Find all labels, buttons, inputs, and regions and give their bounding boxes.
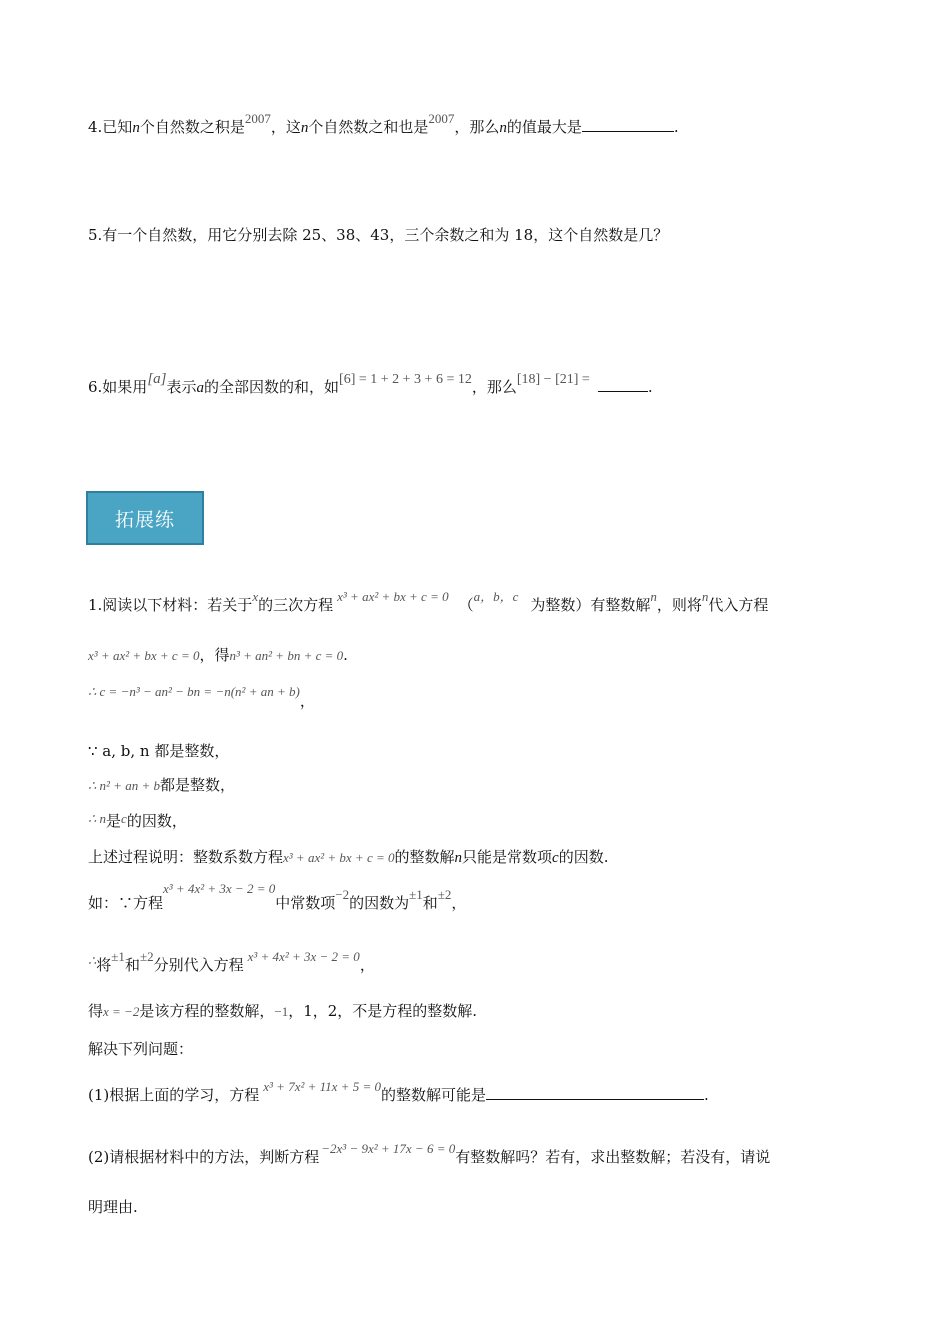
m8-text-4: 和: [422, 894, 438, 912]
material-line-7: [88, 846, 608, 869]
m7-text-4: 的因数.: [558, 848, 609, 866]
p4-answer-blank[interactable]: [582, 117, 674, 132]
question-1: [88, 1079, 709, 1107]
m2-equation-2: n³ + an² + bn + c = 0: [229, 648, 344, 663]
p4-text-3: ，这: [270, 118, 301, 136]
m8-equation: x³ + 4x² + 3x − 2 = 0: [163, 881, 276, 896]
m9-text-2: 和: [124, 956, 140, 974]
q1-text-2: 的整数解可能是: [380, 1086, 486, 1104]
m9-end: ，: [359, 956, 375, 974]
material-line-8: [88, 881, 467, 915]
m9-therefore: ∴: [88, 953, 97, 968]
q1-equation: x³ + 7x² + 11x + 5 = 0: [263, 1079, 381, 1094]
m1-vars-abc: a，b，c: [473, 589, 519, 604]
p4-text-6: 的值最大是: [506, 118, 582, 136]
m10-text-1: 得: [88, 1002, 104, 1020]
m7-text-2: 的整数解: [394, 848, 455, 866]
q1-answer-blank[interactable]: [486, 1085, 704, 1100]
m7-text-3: 只能是常数项: [462, 848, 553, 866]
m7-var-c: c: [552, 850, 559, 866]
m11-text: 解决下列问题：: [88, 1040, 194, 1058]
section-header-extension-practice: [86, 491, 204, 545]
q1-end: .: [704, 1086, 709, 1104]
material-line-3: [88, 680, 315, 710]
material-line-4: [88, 740, 229, 762]
m9-factor-b: ±2: [139, 949, 154, 964]
p4-value-2: 2007: [428, 111, 455, 126]
question-2: [88, 1141, 771, 1169]
p4-text-5: ，那么: [454, 118, 500, 136]
material-line-1: [88, 589, 769, 617]
p4-var-n-3: n: [499, 120, 507, 136]
m10-text-2: 是该方程的整数解，: [139, 1002, 275, 1020]
q2-text-3: 明理由.: [88, 1198, 138, 1216]
p6-text-1: 6.如果用: [88, 378, 148, 396]
m5-text: 都是整数，: [159, 776, 235, 794]
material-line-11: [88, 1038, 193, 1060]
m6-text-2: 的因数，: [126, 812, 187, 830]
material-line-6: [88, 810, 187, 833]
problem-5: [88, 224, 668, 246]
q2-text-1: (2)请根据材料中的方法，判断方程: [88, 1148, 320, 1166]
m6-var-c: c: [121, 811, 127, 826]
p5-text: 5.有一个自然数，用它分别去除 25、38、43，三个余数之和为 18，这个自然数是几？: [88, 226, 669, 244]
m2-text-1: ，得: [199, 646, 230, 664]
m2-equation-1: x³ + ax² + bx + c = 0: [88, 648, 200, 663]
question-2-continued: [88, 1196, 138, 1218]
problem-4: [88, 111, 679, 139]
q2-equation: −2x³ − 9x² + 17x − 6 = 0: [321, 1141, 456, 1156]
m9-equation: x³ + 4x² + 3x − 2 = 0: [247, 949, 360, 964]
p6-text-2: 表示: [166, 378, 197, 396]
p6-formula-bracket-a: [a]: [147, 371, 167, 387]
p4-var-n: n: [132, 120, 140, 136]
p6-text-3: 的全部因数的和，如: [204, 378, 340, 396]
p6-end: .: [647, 378, 653, 396]
p4-var-n-2: n: [300, 120, 309, 136]
section-title: 拓展练: [114, 508, 175, 531]
m1-text-2: 的三次方程: [258, 596, 334, 614]
m1-var-n-2: n: [701, 589, 709, 604]
p6-formula-question: [18] − [21] =: [516, 372, 590, 387]
p4-text-1: 4.已知: [88, 118, 133, 136]
p6-text-4: ，那么: [471, 378, 517, 396]
m1-text-5: ，则将: [656, 596, 702, 614]
material-line-9: [88, 949, 375, 977]
m1-var-n: n: [650, 589, 657, 604]
m8-value: −2: [335, 887, 350, 902]
m10-text-3: ，1，2，不是方程的整数解.: [288, 1002, 478, 1020]
m1-equation: x³ + ax² + bx + c = 0: [337, 589, 449, 604]
m7-text-1: 上述过程说明：整数系数方程: [88, 848, 284, 866]
m7-var-n: n: [454, 850, 462, 866]
m8-text-2: 中常数项: [275, 894, 336, 912]
m8-factor-b: ±2: [437, 887, 452, 902]
m3-equation: ∴ c = −n³ − an² − bn = −n(n² + an + b): [88, 684, 300, 699]
p6-formula-example: [6] = 1 + 2 + 3 + 6 = 12: [339, 372, 472, 387]
m1-text-4: 为整数）有整数解: [530, 596, 651, 614]
m8-end: ，: [451, 894, 467, 912]
m9-factor-a: ±1: [111, 949, 125, 964]
m2-end: .: [343, 646, 348, 664]
q2-text-2: 有整数解吗？若有，求出整数解；若没有，请说: [455, 1148, 771, 1166]
m1-text-1: 1.阅读以下材料：若关于: [88, 596, 253, 614]
p4-text-2: 个自然数之积是: [139, 118, 245, 136]
material-line-10: [88, 1000, 477, 1023]
m8-factor-a: ±1: [409, 887, 423, 902]
m8-text-3: 的因数为: [349, 894, 410, 912]
problem-6: [88, 371, 653, 400]
p4-text-4: 个自然数之和也是: [308, 118, 429, 136]
m6-text-1: 是: [106, 812, 122, 830]
m1-text-6: 代入方程: [708, 596, 769, 614]
m7-equation: x³ + ax² + bx + c = 0: [283, 850, 395, 865]
p6-var-a: a: [196, 380, 205, 396]
m10-equation: x = −2: [103, 1004, 140, 1019]
material-line-2: [88, 644, 348, 667]
q1-text-1: (1)根据上面的学习，方程: [88, 1086, 260, 1104]
m10-value: −1: [274, 1004, 289, 1019]
material-line-5: [88, 774, 235, 797]
p4-end: .: [673, 118, 679, 136]
m1-var-x: x: [252, 589, 259, 604]
p6-answer-blank[interactable]: [598, 377, 648, 392]
m8-text-1: 如：∵方程: [88, 894, 164, 912]
m5-equation: ∴ n² + an + b: [88, 778, 160, 793]
m4-text: ∵ a, b, n 都是整数，: [88, 742, 230, 760]
m3-end: ，: [299, 692, 315, 710]
p4-value-1: 2007: [244, 111, 271, 126]
m9-text-1: 将: [96, 956, 112, 974]
m9-text-3: 分别代入方程: [153, 956, 244, 974]
m6-equation: ∴ n: [88, 811, 107, 826]
m1-text-3: （: [458, 596, 474, 614]
